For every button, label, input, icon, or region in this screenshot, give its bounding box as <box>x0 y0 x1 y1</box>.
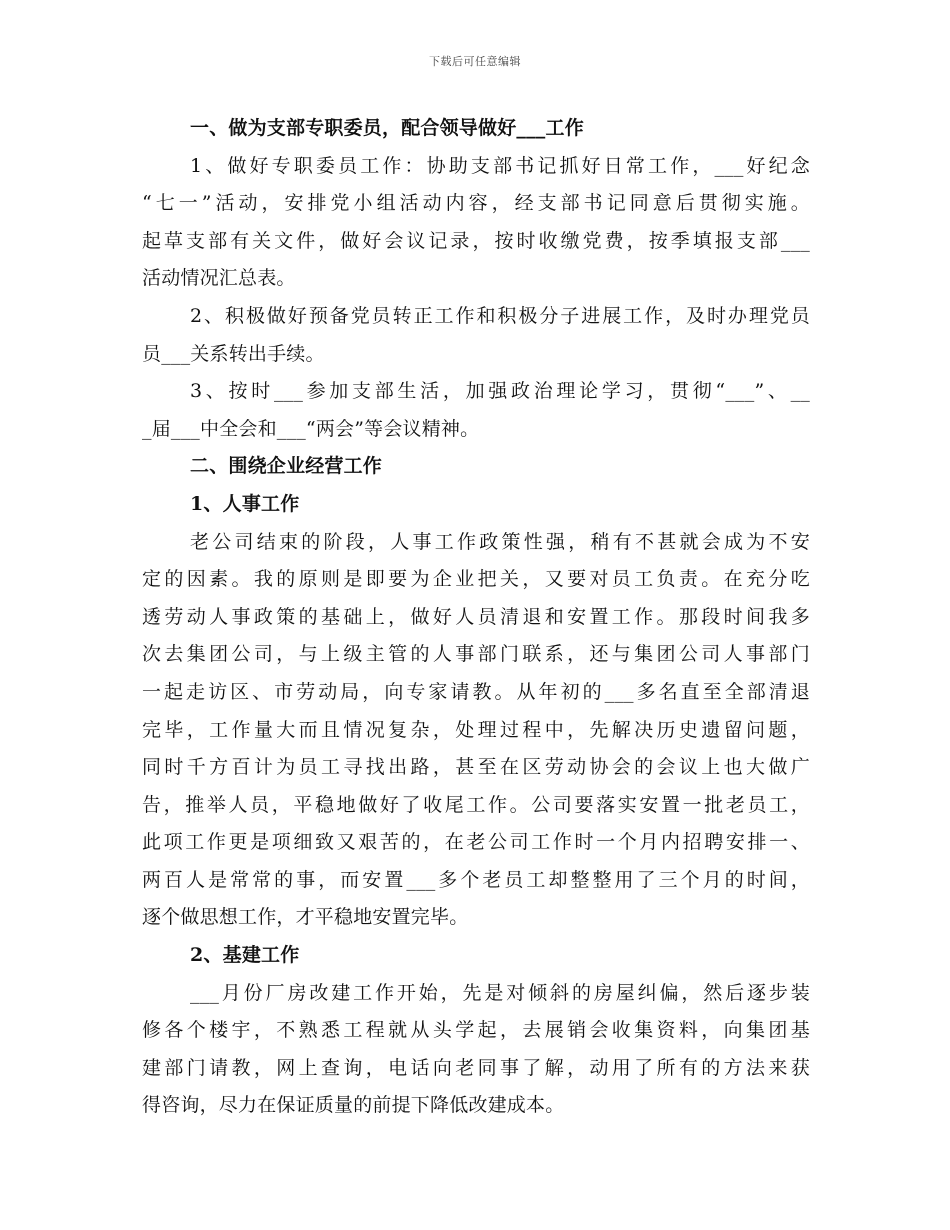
paragraph-4 <box>142 524 810 938</box>
paragraph-1-line: 起草支部有关文件，做好会议记录，按时收缴党费，按季填报支部___ <box>142 229 810 252</box>
paragraph-5-line: 得咨询，尽力在保证质量的前提下降低改建成本。 <box>142 1094 565 1117</box>
paragraph-3-line: _届___中全会和___“两会”等会议精神。 <box>142 417 480 440</box>
paragraph-4-line: 完毕，工作量大而且情况复杂，处理过程中，先解决历史遗留问题， <box>142 718 810 741</box>
paragraph-1-line: 活动情况汇总表。 <box>142 267 296 290</box>
document-body <box>142 110 810 1125</box>
paragraph-4-line: 此项工作更是项细致又艰苦的，在老公司工作时一个月内招聘安排一、 <box>142 831 810 854</box>
paragraph-4-line: 逐个做思想工作，才平稳地安置完毕。 <box>142 906 469 929</box>
section-2-title: 二、围绕企业经营工作 <box>190 455 383 478</box>
paragraph-5 <box>142 975 810 1125</box>
paragraph-1 <box>142 148 810 298</box>
paragraph-4-line: 告，推举人员，平稳地做好了收尾工作。公司要落实安置一批老员工， <box>142 793 810 816</box>
paragraph-3-line: 3、按时___参加支部生活，加强政治理论学习，贯彻“___”、__ <box>190 380 810 403</box>
paragraph-4-line: 老公司结束的阶段，人事工作政策性强，稍有不甚就会成为不安 <box>190 530 810 553</box>
page-header: 下载后可任意编辑 <box>429 55 521 68</box>
section-1-title: 一、做为支部专职委员，配合领导做好___工作 <box>190 117 584 139</box>
paragraph-1-line: 1、做好专职委员工作：协助支部书记抓好日常工作，___好纪念 <box>190 154 810 177</box>
paragraph-2-line: 员___关系转出手续。 <box>142 342 325 365</box>
subsection-2-title: 2、基建工作 <box>190 944 300 967</box>
paragraph-4-line: 同时千方百计为员工寻找出路，甚至在区劳动协会的会议上也大做广 <box>142 756 810 779</box>
paragraph-3 <box>142 373 810 448</box>
paragraph-5-line: ___月份厂房改建工作开始，先是对倾斜的房屋纠偏，然后逐步装 <box>190 981 810 1004</box>
paragraph-5-line: 建部门请教，网上查询，电话向老同事了解，动用了所有的方法来获 <box>142 1056 810 1079</box>
paragraph-4-line: 一起走访区、市劳动局，向专家请教。从年初的___多名直至全部清退 <box>142 680 810 703</box>
paragraph-4-line: 次去集团公司，与上级主管的人事部门联系，还与集团公司人事部门 <box>142 643 810 666</box>
paragraph-5-line: 修各个楼宇，不熟悉工程就从头学起，去展销会收集资料，向集团基 <box>142 1019 810 1042</box>
subsection-1-title: 1、人事工作 <box>190 492 300 515</box>
paragraph-4-line: 两百人是常常的事，而安置___多个老员工却整整用了三个月的时间， <box>142 868 810 891</box>
paragraph-2-line: 2、积极做好预备党员转正工作和积极分子进展工作，及时办理党员 <box>190 304 810 327</box>
paragraph-2 <box>142 298 810 373</box>
paragraph-4-line: 定的因素。我的原则是即要为企业把关，又要对员工负责。在充分吃 <box>142 568 810 591</box>
paragraph-4-line: 透劳动人事政策的基础上，做好人员清退和安置工作。那段时间我多 <box>142 605 810 628</box>
paragraph-1-line: “七一”活动，安排党小组活动内容，经支部书记同意后贯彻实施。 <box>142 192 810 215</box>
